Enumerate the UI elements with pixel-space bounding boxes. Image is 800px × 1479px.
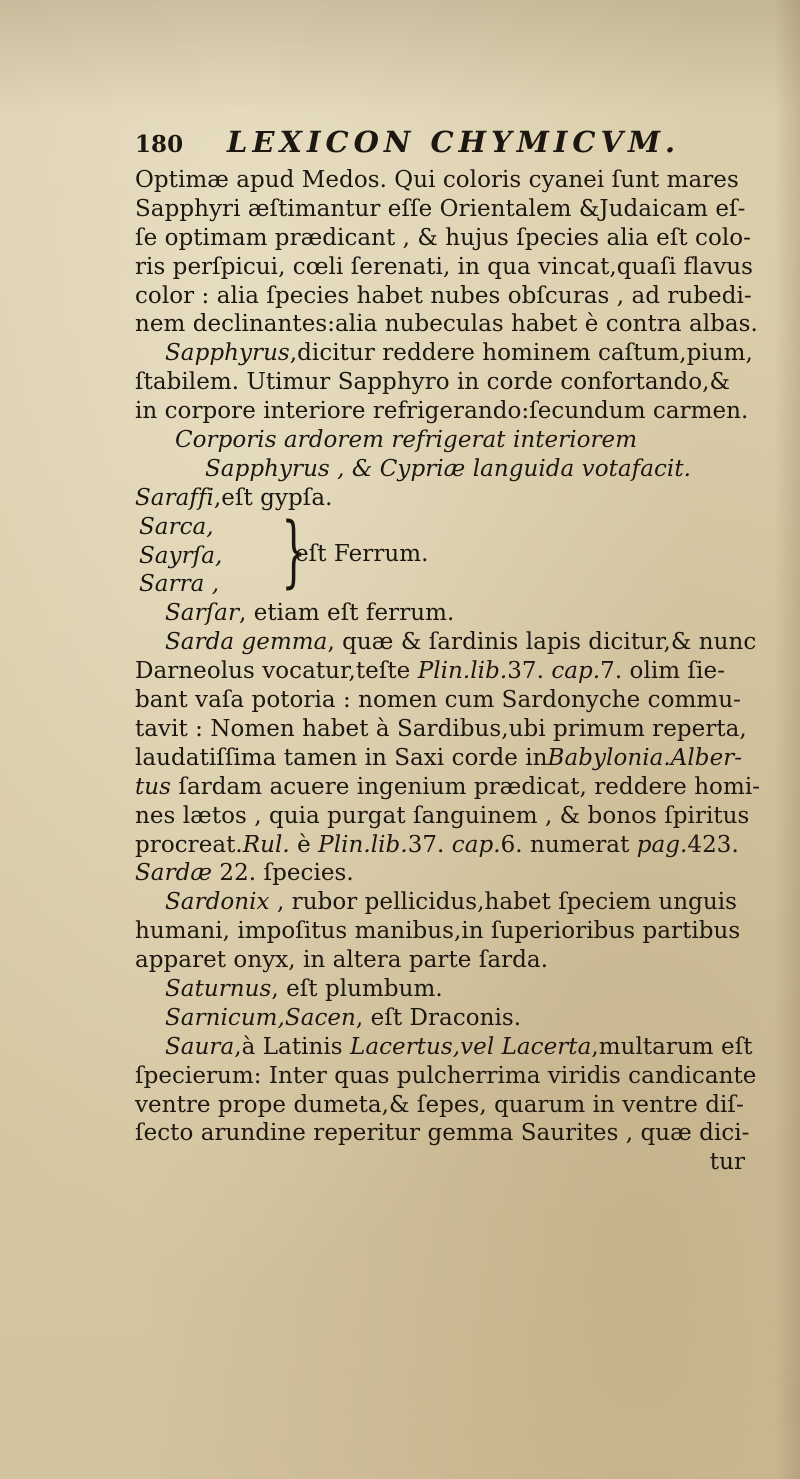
entry-sapphyrus [135,339,773,426]
entry-optimae [135,166,773,339]
entry-sarnicum: Sarnicum,Sacen, eſt Draconis. [165,1004,522,1031]
entry-ferrum-group [135,506,773,600]
text-line: in corpore interiore refrigerando:ſecundum carmen. [135,398,749,425]
curly-brace: } [281,506,307,597]
text-line: color : alia ſpecies habet nubes obſcuras , ad rubedi- [135,282,752,309]
entry-headword: Sapphyrus [165,340,290,367]
entry-headword: Saura [165,1033,235,1060]
entry-headword: Sarca, [139,513,214,540]
text-line: humani, impoſitus manibus,in ſuperioribus partibus [135,918,741,945]
text-line: procreat.Rul. è Plin.lib.37. cap.6. numerat pag.423. [135,831,739,858]
page-edge-shadow [774,0,800,1479]
text-line: Darneolus vocatur,teſte Plin.lib.37. cap.7. olim ſie- [135,658,725,685]
text-line: Optimæ apud Medos. Qui coloris cyanei ſunt mares [135,167,739,193]
text-line: laudatiſſima tamen in Saxi corde inBabylonia.Alber- [135,744,743,771]
text-line: ris perſpicui, cœli ſerenati, in qua vincat,quaſi flavus [135,253,753,280]
entry-saraffi: Saraffi,eſt gypſa. [135,484,333,511]
text-line: Sarda gemma, quæ & ſardinis lapis dicitur,& nunc [165,629,757,656]
running-title: LEXICON CHYMICVM. [227,125,681,159]
entry-sarfar: Sarſar, etiam eſt ferrum. [165,600,455,627]
entry-headword: Sarda gemma [165,629,328,656]
text-line: ventre prope dumeta,& ſepes, quarum in ventre diſ- [135,1091,744,1118]
text-line: ſtabilem. Utimur Sapphyro in corde confortando,& [135,369,730,396]
text-line: tus ſardam acuere ingenium prædicat, reddere homi- [135,773,761,800]
entry-headword: Sarnicum,Sacen [165,1004,356,1031]
text-line: Sapphyrus,dicitur reddere hominem caſtum,pium, [165,340,753,367]
entry-sarda [135,628,773,888]
entry-headword: Saraffi [135,484,214,511]
verse-quote [135,426,773,484]
catchword: tur [709,1149,745,1176]
page-number: 180 [135,131,184,158]
verse-line: Sapphyrus , & Cypriæ languida votafacit. [205,455,691,482]
text-line: tavit : Nomen habet à Sardibus,ubi primum reperta, [135,715,747,742]
entry-headword: Saturnus [165,975,272,1002]
entry-sardonix [135,888,773,975]
page-text [135,125,773,1177]
entry-headword: Sayrſa, [139,542,223,569]
text-line: apparet onyx, in altera parte ſarda. [135,947,549,974]
text-line: nem declinantes:alia nubeculas habet è contra albas. [135,311,758,338]
entry-saura [135,1033,773,1177]
entry-headword: Sarſar [165,600,239,627]
entry-headword: Sarra , [139,571,220,598]
entry-headword: Sardonix [165,889,270,916]
text-line: Saura,à Latinis Lacertus,vel Lacerta,multarum eſt [165,1033,753,1060]
text-line: nes lætos , quia purgat ſanguinem , & bonos ſpiritus [135,802,750,829]
text-line: bant vaſa potoria : nomen cum Sardonyche commu- [135,687,741,714]
page-stain [0,0,800,115]
text-line: Sapphyri æſtimantur eſſe Orientalem &Judaicam eſ- [135,195,746,222]
text-line: Sardæ 22. ſpecies. [135,860,354,887]
text-line: Sardonix , rubor pellicidus,habet ſpeciem unguis [165,889,738,916]
page-header [135,125,773,164]
text-line: ſecto arundine reperitur gemma Saurites , quæ dici- [135,1120,750,1147]
brace-meaning: eſt Ferrum. [295,540,429,567]
text-line: ſpecierum: Inter quas pulcherrima viridis candicante [135,1062,757,1089]
text-line: ſe optimam prædicant , & hujus ſpecies alia eſt colo- [135,224,752,251]
entry-saturnus: Saturnus, eſt plumbum. [165,975,443,1002]
verse-line: Corporis ardorem refrigerat interiorem [175,427,638,454]
